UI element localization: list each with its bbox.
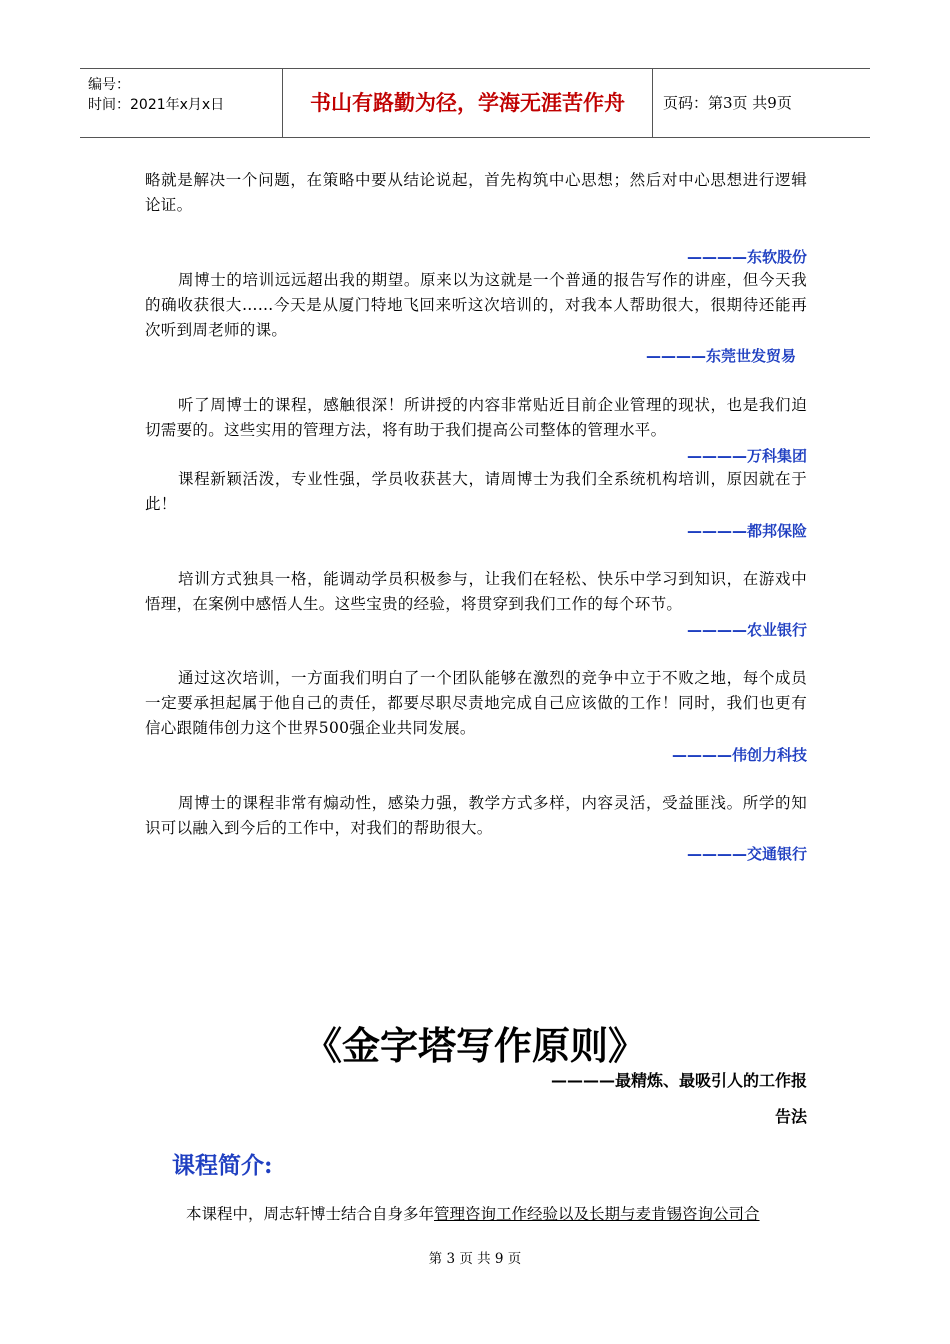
header-meta <box>80 69 283 137</box>
page-header <box>80 68 870 138</box>
header-motto: 书山有路勤为径，学海无涯苦作舟 <box>283 69 653 137</box>
section-heading: 课程简介: <box>172 1152 273 1179</box>
testimonial-text: 听了周博士的课程，感触很深！所讲授的内容非常贴近目前企业管理的现状，也是我们迫切需要的。这些实用的管理方法，将有助于我们提高公司整体的管理水平。 <box>145 396 807 439</box>
testimonial-source: ————东软股份 <box>686 248 807 266</box>
intro-plain-text: 本课程中，周志轩博士结合自身多年 <box>186 1205 435 1223</box>
testimonial-source: ————万科集团 <box>686 447 807 465</box>
testimonial-text: 周博士的课程非常有煽动性，感染力强，教学方式多样，内容灵活，受益匪浅。所学的知识可以融入到今后的工作中，对我们的帮助很大。 <box>145 794 807 837</box>
testimonial-text: 课程新颖活泼，专业性强，学员收获甚大，请周博士为我们全系统机构培训，原因就在于此！ <box>145 470 807 513</box>
testimonial-source: ————交通银行 <box>686 845 807 863</box>
course-subtitle-line2: 告法 <box>774 1107 807 1126</box>
testimonial-source: ————农业银行 <box>686 621 807 639</box>
course-title: 《金字塔写作原则》 <box>303 1024 646 1068</box>
page-footer: 第 3 页 共 9 页 <box>428 1251 522 1267</box>
course-intro <box>186 1202 760 1224</box>
testimonial-text: 通过这次培训，一方面我们明白了一个团队能够在激烈的竞争中立于不败之地，每个成员一定要承担起属于他自己的责任，都要尽职尽责地完成自己应该做的工作！同时，我们也更有信心跟随伟创力这个世界500强企业共同发展。 <box>145 669 807 737</box>
testimonial-source: ————都邦保险 <box>686 522 807 540</box>
testimonial-text: 培训方式独具一格，能调动学员积极参与，让我们在轻松、快乐中学习到知识，在游戏中悟理，在案例中感悟人生。这些宝贵的经验，将贯穿到我们工作的每个环节。 <box>145 570 807 613</box>
header-page-info: 页码：第3页 共9页 <box>663 94 792 112</box>
doc-number-label: 编号： <box>88 77 130 93</box>
intro-underlined-text: 管理咨询工作经验以及长期与麦肯锡咨询公司合 <box>434 1205 760 1223</box>
top-paragraph: 略就是解决一个问题，在策略中要从结论说起，首先构筑中心思想；然后对中心思想进行逻辑论证。 <box>145 171 807 214</box>
testimonial-source: ————伟创力科技 <box>671 746 807 764</box>
testimonial-source: ————东莞世发贸易 <box>645 347 796 365</box>
course-subtitle-line1: ————最精炼、最吸引人的工作报 <box>550 1071 807 1090</box>
doc-time-label: 时间：2021年x月x日 <box>88 97 225 113</box>
testimonial-text: 周博士的培训远远超出我的期望。原来以为这就是一个普通的报告写作的讲座，但今天我的确收获很大……今天是从厦门特地飞回来听这次培训的，对我本人帮助很大，很期待还能再次听到周老师的课。 <box>145 271 807 339</box>
